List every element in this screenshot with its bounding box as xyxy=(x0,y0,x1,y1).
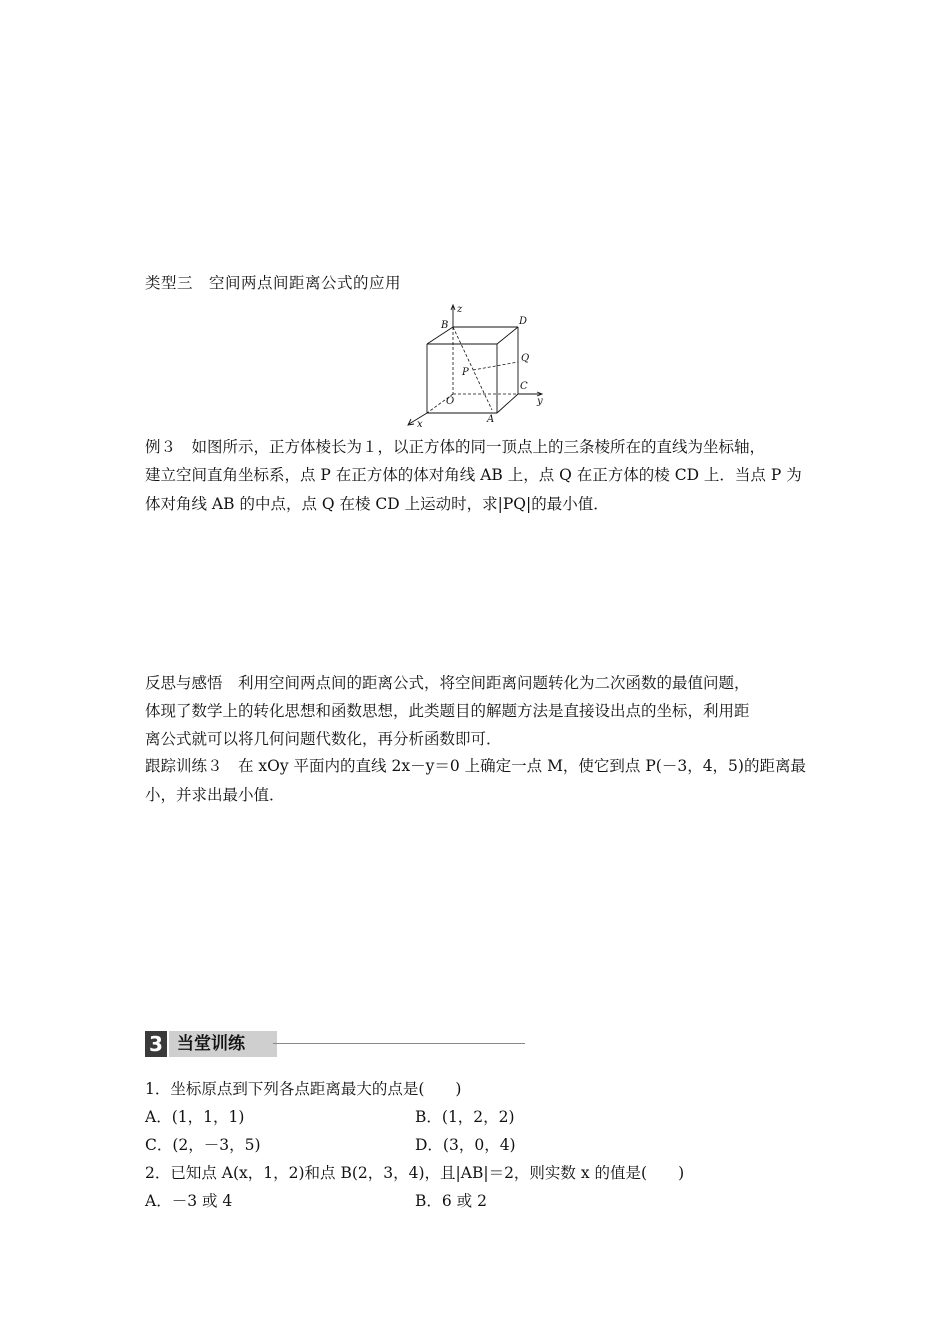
label-x: x xyxy=(417,419,423,430)
label-A: A xyxy=(487,414,495,425)
q2-option-a: A．－3 或 4 xyxy=(145,1192,233,1210)
classwork-section-header xyxy=(145,1031,525,1057)
q2-stem: 2．已知点 A(x，1，2)和点 B(2，3，4)，且|AB|＝2，则实数 x 的值是( ) xyxy=(145,1164,685,1182)
reflection-line1: 反思与感悟 利用空间两点间的距离公式，将空间距离问题转化为二次函数的最值问题， xyxy=(145,674,750,692)
label-B: B xyxy=(441,320,449,331)
example3-line3: 体对角线 AB 的中点，点 Q 在棱 CD 上运动时，求|PQ|的最小值． xyxy=(145,495,609,513)
label-D: D xyxy=(519,316,528,327)
q1-stem: 1．坐标原点到下列各点距离最大的点是( ) xyxy=(145,1080,462,1098)
label-Q: Q xyxy=(521,353,530,364)
practice3-line1: 跟踪训练３ 在 xOy 平面内的直线 2x－y＝0 上确定一点 M，使它到点 P(－3，4，5)的距离最 xyxy=(145,757,806,775)
label-y: y xyxy=(537,396,543,407)
label-C: C xyxy=(520,381,528,392)
reflection-line3: 离公式就可以将几何问题代数化，再分析函数即可． xyxy=(145,730,502,748)
q1-option-d: D．(3，0，4) xyxy=(415,1136,516,1154)
section-title: 当堂训练 xyxy=(169,1031,277,1057)
practice3-line2: 小，并求出最小值． xyxy=(145,786,285,804)
section-divider xyxy=(273,1043,525,1044)
label-O: O xyxy=(446,396,455,407)
example3-line2: 建立空间直角坐标系，点 P 在正方体的体对角线 AB 上，点 Q 在正方体的棱 CD 上．当点 P 为 xyxy=(145,466,802,484)
q1-option-a: A．(1，1，1) xyxy=(145,1108,245,1126)
cube-figure xyxy=(403,298,553,430)
label-P: P xyxy=(462,367,469,378)
section-number-badge: 3 xyxy=(145,1031,167,1057)
section-heading: 类型三 空间两点间距离公式的应用 xyxy=(145,274,402,292)
q1-option-c: C．(2，－3，5) xyxy=(145,1136,261,1154)
example3-line1: 例３ 如图所示，正方体棱长为１，以正方体的同一顶点上的三条棱所在的直线为坐标轴， xyxy=(145,438,766,456)
label-z: z xyxy=(457,304,463,315)
reflection-line2: 体现了数学上的转化思想和函数思想，此类题目的解题方法是直接设出点的坐标，利用距 xyxy=(145,702,750,720)
q1-option-b: B．(1，2，2) xyxy=(415,1108,515,1126)
q2-option-b: B．6 或 2 xyxy=(415,1192,487,1210)
